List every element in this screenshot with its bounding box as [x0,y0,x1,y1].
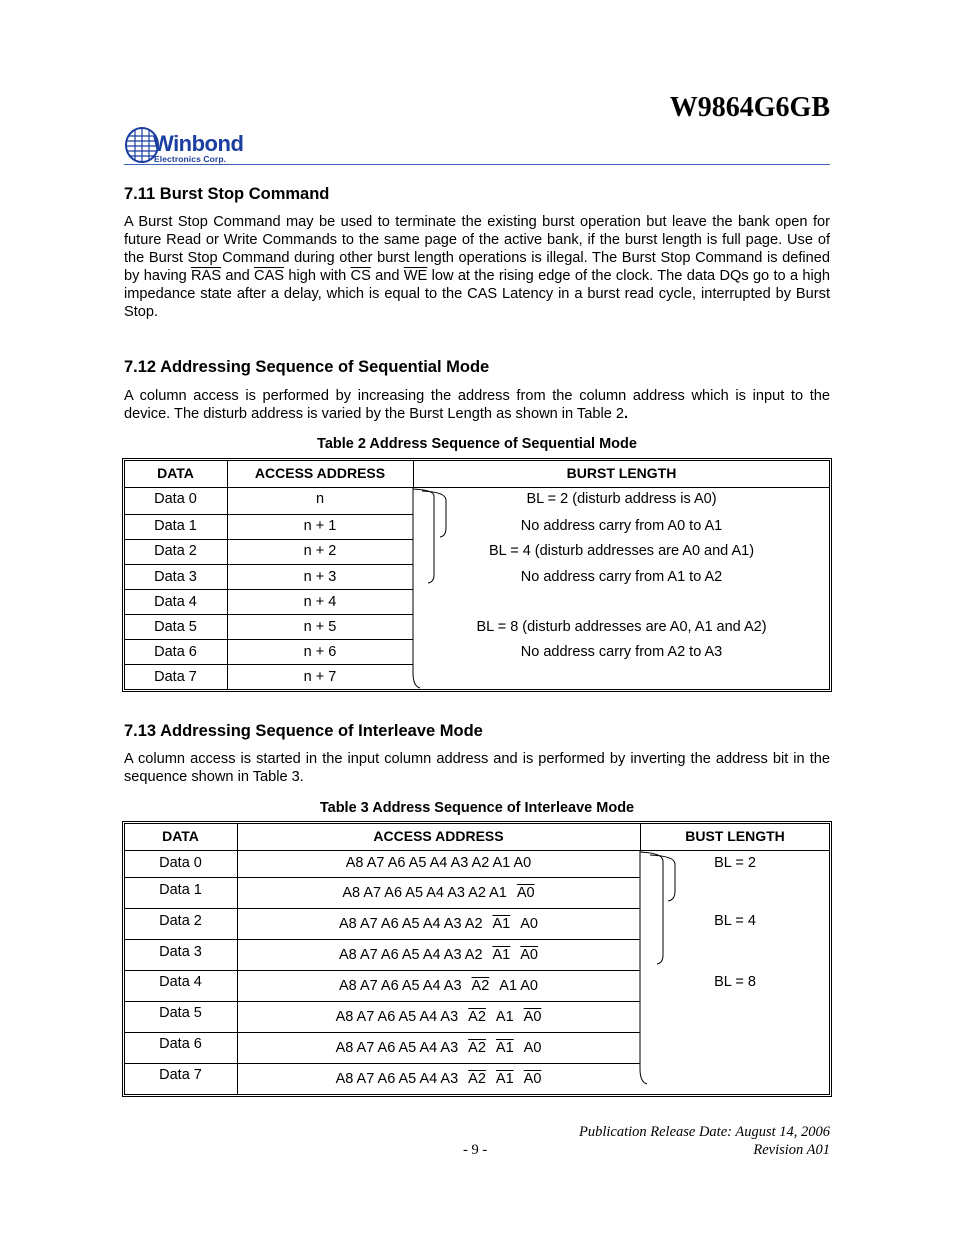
paragraph-text: low at the rising edge of the clock. The data DQs go to a high impedance state after a delay, which is equal to the CAS Latency in a burst read cycle, interrupted by Burst Stop. [124,268,830,320]
address-bits: A8 A7 A6 A5 A4 A3 A2 [338,916,483,932]
table-3-caption: Table 3 Address Sequence of Interleave Mode [319,800,635,816]
t2-header-burst: BURST LENGTH [566,465,677,481]
table-cell: n [315,491,325,507]
footer-revision: Revision A01 [753,1142,830,1158]
bl-8-label: BL = 8 [714,974,756,990]
address-bits: A8 A7 A6 A5 A4 A3 [335,1040,459,1056]
table-row: Data 7 [154,669,197,685]
table-cell [237,916,640,932]
address-bits: A8 A7 A6 A5 A4 A3 A2 A1 [342,885,507,901]
table-row: Data 0 [154,491,197,507]
inverted-address-bit: A2 [468,1009,486,1025]
bust-bracket-icon [637,851,681,1085]
inverted-address-bit: A1 [495,1040,514,1056]
t2-header-data: DATA [157,465,194,481]
table-2-caption: Table 2 Address Sequence of Sequential Mode [317,436,637,452]
burst-note: BL = 2 (disturb address is A0) [526,491,717,507]
table-cell: n + 6 [303,644,337,660]
address-bits: A8 A7 A6 A5 A4 A3 A2 A1 A0 [345,855,532,871]
paragraph-text: A column access is performed by increasing the address from the column address which is input to the device. The disturb address is varied by the Burst Length as shown in Table 2 [124,388,830,422]
logo-wordmark: Winbond [153,131,244,156]
burst-note: No address carry from A0 to A1 [520,518,723,534]
ras-signal: $\overline{RAS}$ [191,268,222,284]
table-cell [237,978,640,994]
table-cell [237,947,640,963]
inverted-address-bit: A1 [495,1071,514,1087]
table-cell: n + 1 [303,518,337,534]
table-row: Data 6 [159,1036,202,1052]
table-cell [237,1071,640,1087]
table-row: Data 3 [154,569,197,585]
cas-signal: $\overline{CAS}$ [254,268,285,284]
logo-subtitle: Electronics Corp. [154,154,227,164]
section-7-13-paragraph: A column access is started in the input column address and is performed by inverting the address bit in the sequence shown in Table 3. [124,751,830,785]
table-row: Data 4 [154,594,197,610]
section-7-12-paragraph [124,387,830,423]
table-row: Data 5 [154,619,197,635]
section-7-12-heading: 7.12 Addressing Sequence of Sequential Mode [124,358,490,376]
footer-release-date: Publication Release Date: August 14, 2006 [578,1124,830,1140]
table-cell: n + 5 [303,619,337,635]
burst-note: No address carry from A2 to A3 [520,644,723,660]
paragraph-text: A Burst Stop Command may be used to terminate the existing burst operation but leave the bank open for future Read or Write Commands to the same page of the active bank, if the burst length is full page. Use of the Burst Stop Command during other burst length operations is illegal. The Burst Stop Command is defined by having [124,214,830,284]
address-bit: A0 [523,1040,542,1056]
paragraph-text: and [221,268,255,284]
inverted-address-bit: A2 [471,978,490,994]
address-bit: A1 [495,1009,514,1025]
table-cell: n + 4 [303,594,337,610]
inverted-address-bit: A0 [520,947,539,963]
paragraph-period: . [624,406,629,422]
table-row: Data 6 [154,644,197,660]
paragraph-text: high with [284,268,351,284]
t2-header-access: ACCESS ADDRESS [254,465,386,481]
address-bits: A8 A7 A6 A5 A4 A3 [335,1071,459,1087]
burst-note: No address carry from A1 to A2 [520,569,723,585]
table-row: Data 3 [159,944,202,960]
burst-note: BL = 4 (disturb addresses are A0 and A1) [488,543,755,559]
table-row: Data 2 [159,913,202,929]
burst-note: BL = 8 (disturb addresses are A0, A1 and A2) [476,619,767,635]
inverted-address-bit: A2 [468,1040,486,1056]
address-bits: A8 A7 A6 A5 A4 A3 [335,1009,459,1025]
bl-2-label: BL = 2 [714,855,756,871]
section-7-13-heading: 7.13 Addressing Sequence of Interleave Mode [124,722,483,740]
we-signal: $\overline{WE}$ [403,268,428,284]
table-cell [237,885,640,901]
inverted-address-bit: A1 [492,947,511,963]
t3-header-access: ACCESS ADDRESS [373,828,504,844]
table-row: Data 0 [159,855,202,871]
inverted-address-bit: A1 [492,916,511,932]
table-cell: n + 7 [303,669,337,685]
address-bits: A8 A7 A6 A5 A4 A3 A2 [338,947,483,963]
inverted-address-bit: A0 [516,885,535,901]
cs-signal: $\overline{CS}$ [350,268,371,284]
t3-header-burst: BUST LENGTH [685,828,785,844]
table-row: Data 2 [154,543,197,559]
table-cell [237,855,640,871]
table-cell: n + 3 [303,569,337,585]
t3-header-data: DATA [162,828,199,844]
paragraph-text: and [370,268,404,284]
table-row: Data 5 [159,1005,202,1021]
table-cell [237,1009,640,1025]
address-bits: A8 A7 A6 A5 A4 A3 [338,978,462,994]
page-number: - 9 - [463,1142,488,1158]
table-cell: n + 2 [303,543,337,559]
document-title: W9864G6GB [669,92,830,123]
header-rule [124,164,830,165]
address-bit: A1 A0 [499,978,538,994]
table-row: Data 1 [154,518,197,534]
table-row: Data 7 [159,1067,202,1083]
table-cell [237,1040,640,1056]
section-7-11-paragraph [124,213,830,321]
table-row: Data 4 [159,974,202,990]
bl-4-label: BL = 4 [714,913,756,929]
section-7-11-heading: 7.11 Burst Stop Command [124,185,330,203]
table-row: Data 1 [159,882,202,898]
inverted-address-bit: A2 [468,1071,486,1087]
inverted-address-bit: A0 [523,1009,542,1025]
inverted-address-bit: A0 [523,1071,542,1087]
address-bit: A0 [520,916,539,932]
